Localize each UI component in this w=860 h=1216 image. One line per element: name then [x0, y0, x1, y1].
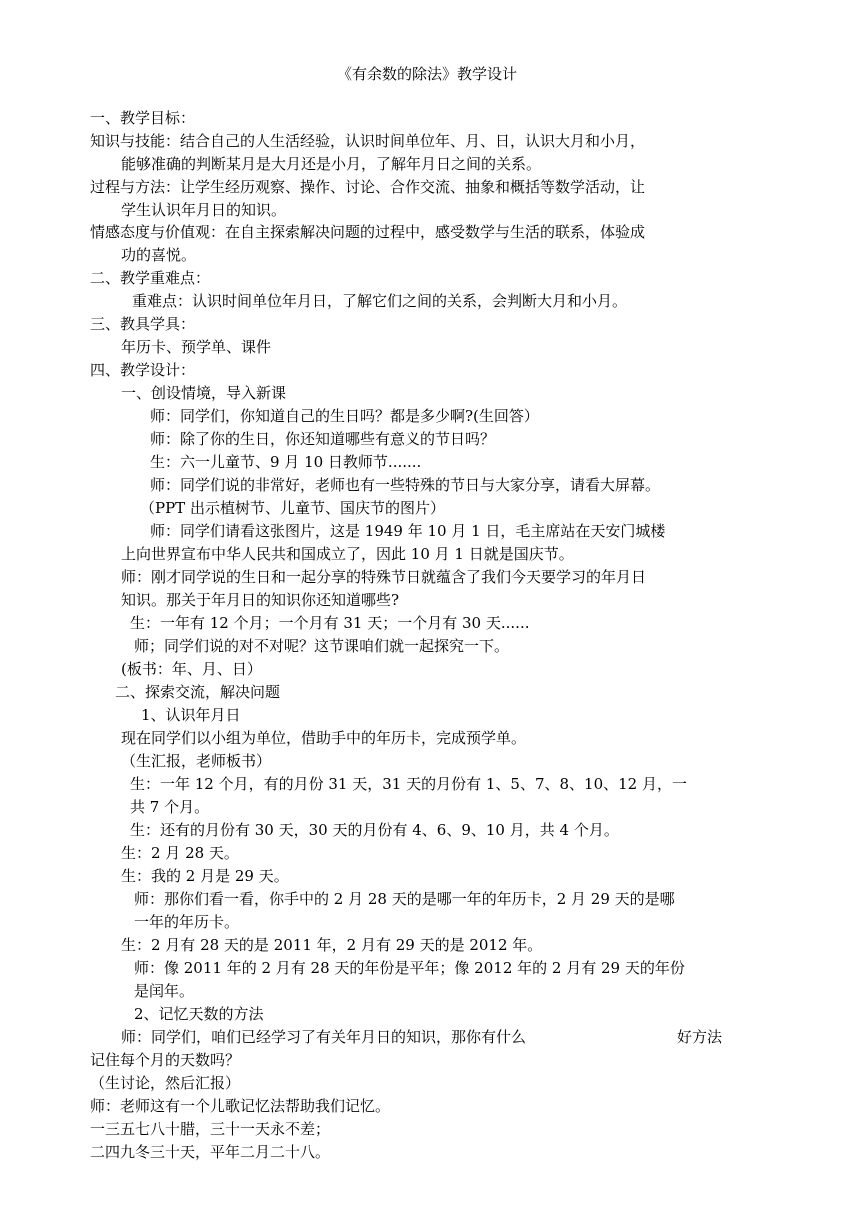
text-line: 师：像 2011 年的 2 月有 28 天的年份是平年；像 2012 年的 2 月有 29 天的年份 — [134, 959, 685, 977]
text-line: 能够准确的判断某月是大月还是小月，了解年月日之间的关系。 — [121, 155, 542, 173]
text-line: 共 7 个月。 — [130, 798, 210, 816]
text-line: 上向世界宣布中华人民共和国成立了，因此 10 月 1 日就是国庆节。 — [121, 545, 574, 563]
text-line: 好方法 — [677, 1028, 723, 1046]
text-line: （生汇报，老师板书） — [121, 752, 272, 770]
text-line: (板书：年、月、日） — [121, 660, 262, 678]
text-line: 师：老师这有一个儿歌记忆法帮助我们记忆。 — [90, 1097, 391, 1115]
text-line: （生讨论，然后汇报） — [90, 1074, 241, 1092]
document-title: 《有余数的除法》教学设计 — [337, 65, 518, 83]
text-line: 重难点：认识时间单位年月日，了解它们之间的关系，会判断大月和小月。 — [132, 292, 628, 310]
text-line: 师：同学们请看这张图片，这是 1949 年 10 月 1 日，毛主席站在天安门城楼 — [150, 522, 666, 540]
subsection-heading: 1、认识年月日 — [141, 706, 241, 724]
text-line: 功的喜悦。 — [121, 246, 197, 264]
text-line: 师：除了你的生日，你还知道哪些有意义的节日吗？ — [150, 430, 496, 448]
rhyme-line: 二四九冬三十天，平年二月二十八。 — [90, 1143, 331, 1161]
text-line: 师：同学们，你知道自己的生日吗？都是多少啊?(生回答） — [150, 407, 539, 425]
text-line: 生：六一儿童节、9 月 10 日教师节....... — [150, 453, 422, 471]
text-line: 知识。那关于年月日的知识你还知道哪些? — [121, 591, 400, 609]
text-line: 师：同学们说的非常好，老师也有一些特殊的节日与大家分享，请看大屏幕。 — [150, 476, 661, 494]
text-line: 现在同学们以小组为单位，借助手中的年历卡，完成预学单。 — [121, 729, 527, 747]
text-line: （PPT 出示植树节、儿童节、国庆节的图片） — [140, 499, 445, 517]
subsection-heading: 一、创设情境，导入新课 — [121, 384, 287, 402]
text-line: 情感态度与价值观：在自主探索解决问题的过程中，感受数学与生活的联系，体验成 — [90, 223, 646, 241]
text-line: 师；同学们说的对不对呢？这节课咱们就一起探究一下。 — [134, 637, 510, 655]
text-line: 过程与方法：让学生经历观察、操作、讨论、合作交流、抽象和概括等数学活动，让 — [90, 178, 646, 196]
subsection-heading: 2、记忆天数的方法 — [134, 1005, 264, 1023]
section-heading: 四、教学设计： — [90, 361, 196, 379]
text-line: 是闰年。 — [134, 982, 195, 1000]
text-line: 师：刚才同学说的生日和一起分享的特殊节日就蕴含了我们今天要学习的年月日 — [121, 568, 647, 586]
text-line: 生：一年有 12 个月；一个月有 31 天；一个月有 30 天...... — [130, 614, 530, 632]
text-line: 记住每个月的天数吗？ — [90, 1051, 241, 1069]
rhyme-line: 一三五七八十腊，三十一天永不差； — [90, 1120, 331, 1138]
text-line: 知识与技能：结合自己的人生活经验，认识时间单位年、月、日，认识大月和小月， — [90, 132, 646, 150]
text-line: 年历卡、预学单、课件 — [121, 338, 272, 356]
text-line: 学生认识年月日的知识。 — [121, 201, 287, 219]
subsection-heading: 二、探索交流，解决问题 — [115, 683, 281, 701]
section-heading: 三、教具学具： — [90, 315, 196, 333]
text-line: 师：同学们，咱们已经学习了有关年月日的知识，那你有什么 — [121, 1028, 527, 1046]
text-line: 生：我的 2 月是 29 天。 — [121, 867, 289, 885]
text-line: 师：那你们看一看，你手中的 2 月 28 天的是哪一年的年历卡，2 月 29 天的是哪 — [134, 890, 675, 908]
text-line: 生：2 月 28 天。 — [121, 844, 239, 862]
section-heading: 二、教学重难点： — [90, 269, 211, 287]
text-line: 生：2 月有 28 天的是 2011 年，2 月有 29 天的是 2012 年。 — [121, 936, 543, 954]
text-line: 生：还有的月份有 30 天，30 天的月份有 4、6、9、10 月，共 4 个月。 — [130, 821, 619, 839]
text-line: 一年的年历卡。 — [134, 913, 240, 931]
section-heading: 一、教学目标： — [90, 109, 196, 127]
text-line: 生：一年 12 个月，有的月份 31 天，31 天的月份有 1、5、7、8、10、12 月，一 — [130, 775, 687, 793]
